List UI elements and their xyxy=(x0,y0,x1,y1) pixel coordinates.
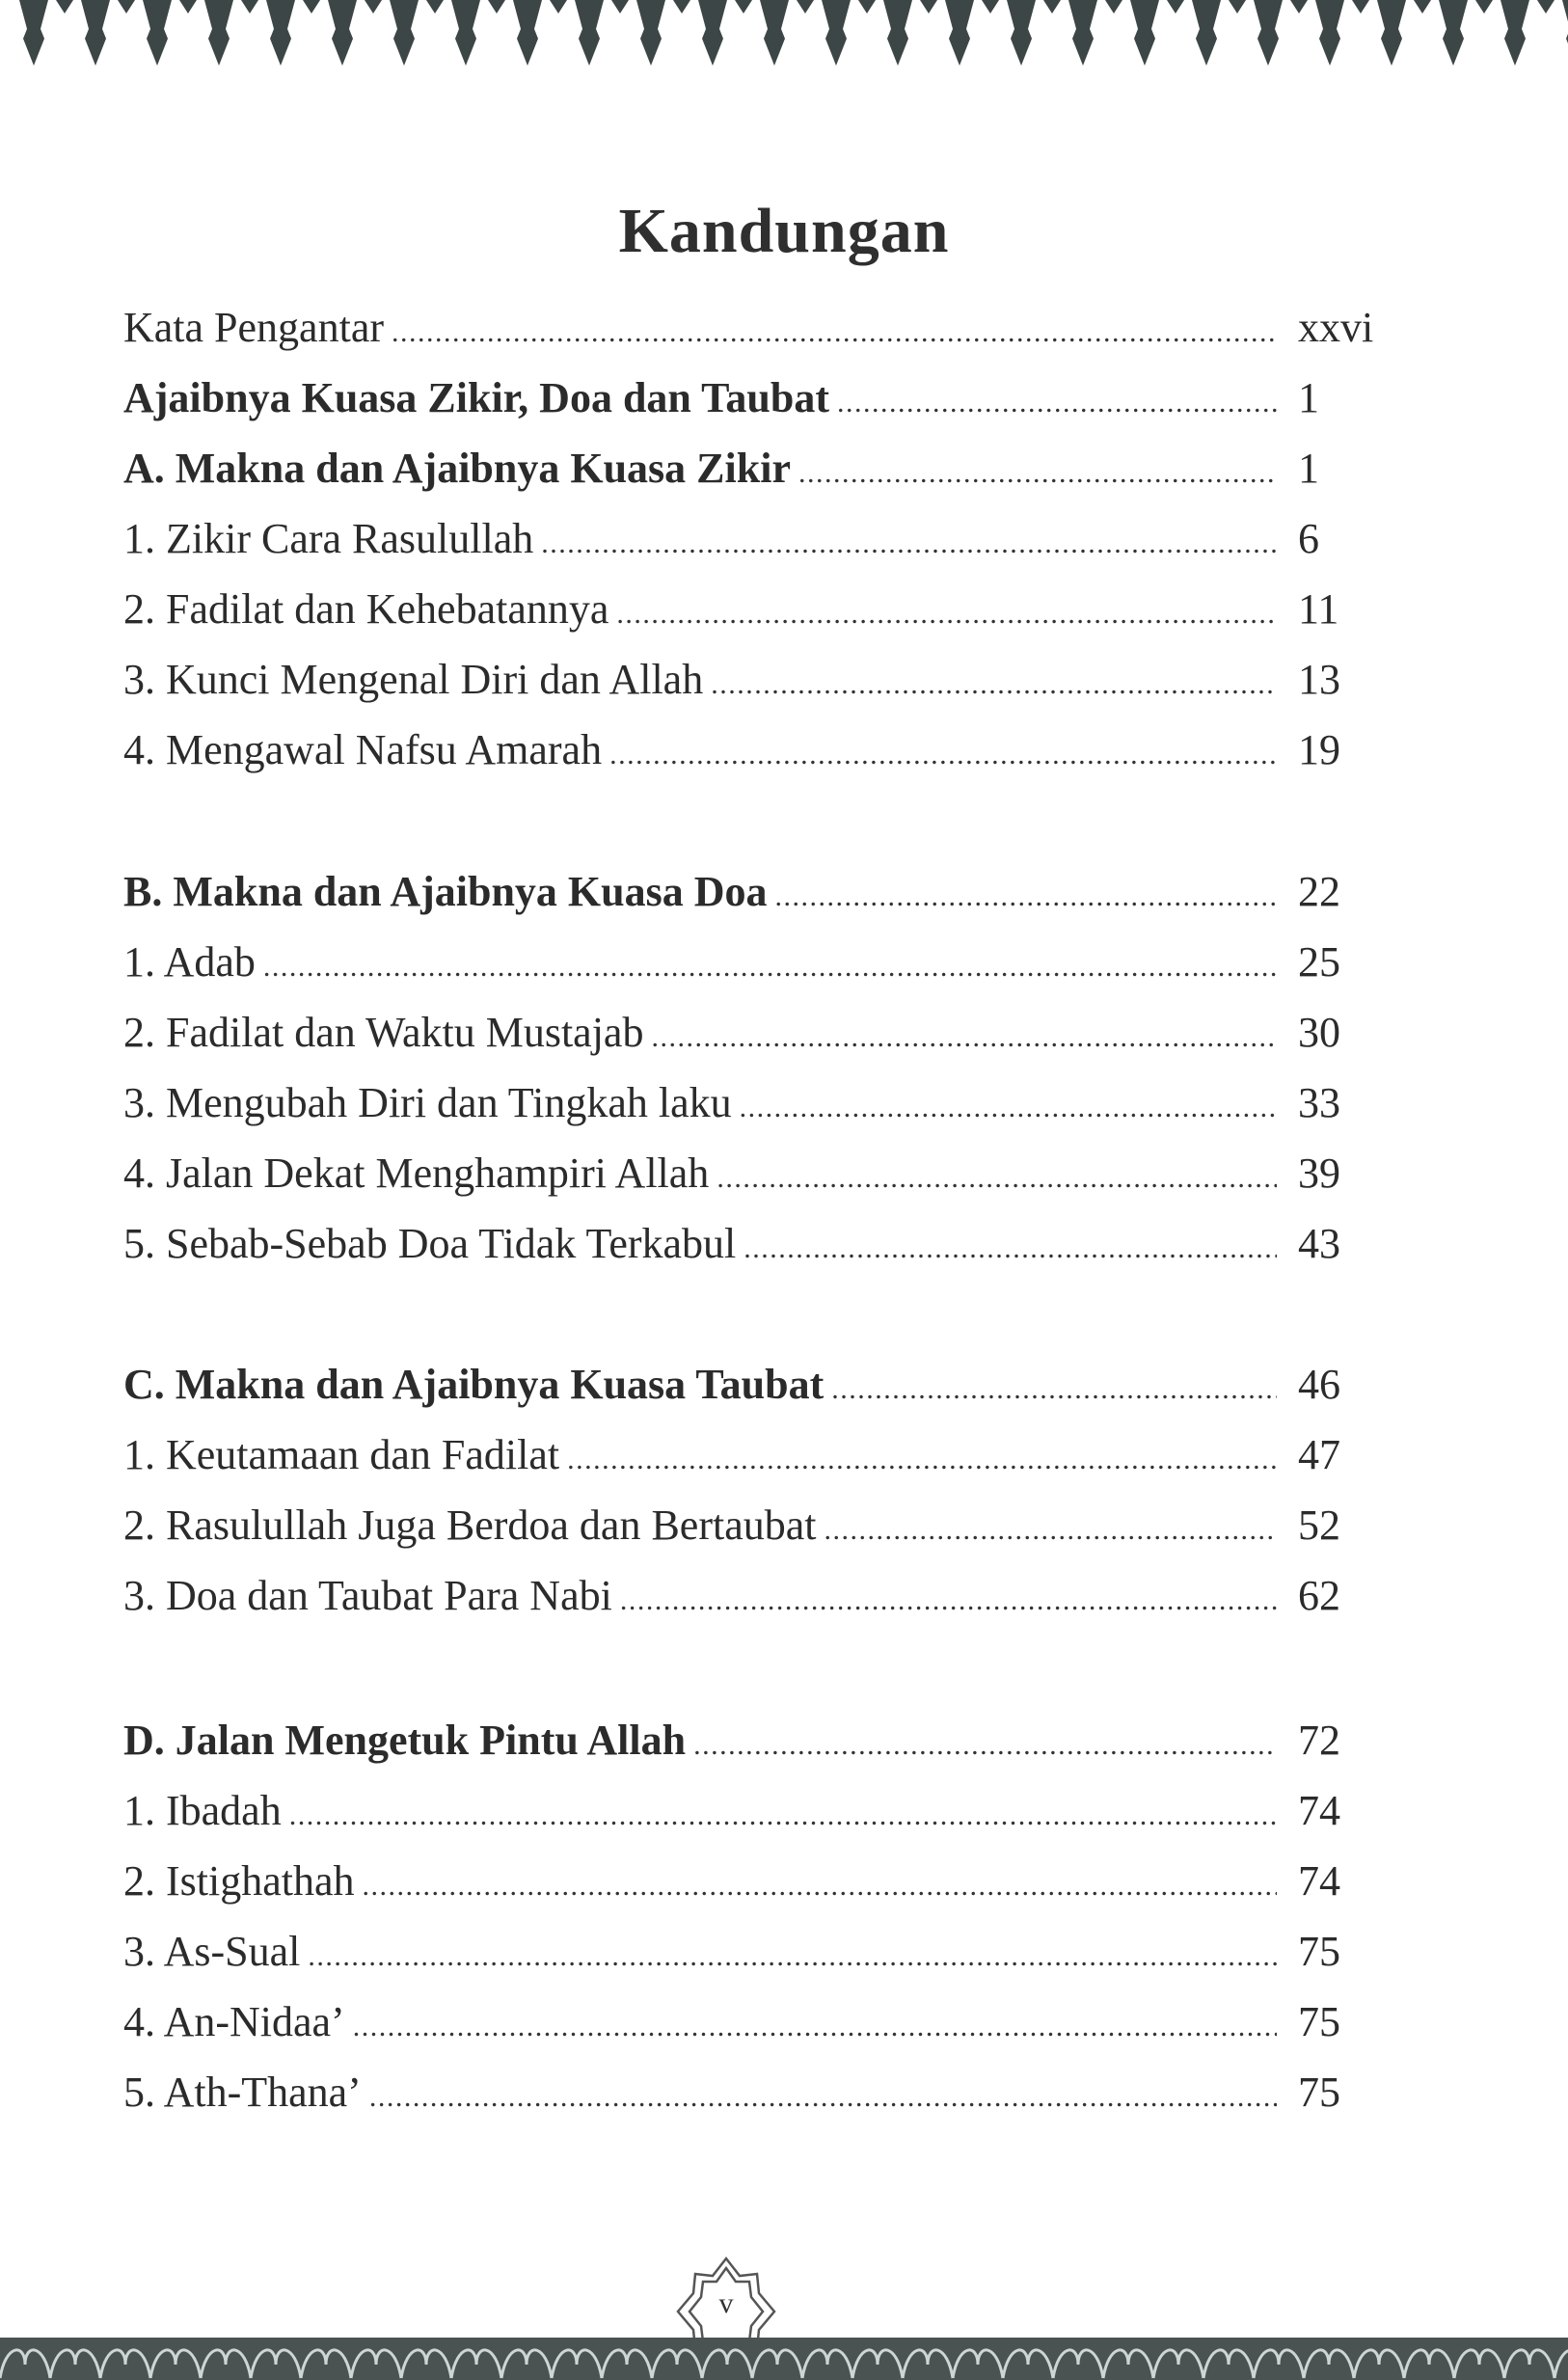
dot-leader xyxy=(263,938,1277,996)
toc-page-number: 52 xyxy=(1298,1501,1340,1549)
toc-entry-label: 5. Sebab-Sebab Doa Tidak Terkabul xyxy=(123,1220,737,1267)
toc-entry-label: 2. Fadilat dan Waktu Mustajab xyxy=(123,1009,644,1056)
toc-entry-row xyxy=(123,1074,1385,1132)
toc-entry-row xyxy=(123,510,1385,568)
toc-entry-row xyxy=(123,2064,1385,2122)
top-ornament-border xyxy=(0,0,1568,68)
toc-entry-label: 1. Adab xyxy=(123,938,256,986)
toc-page-number: 1 xyxy=(1298,445,1319,492)
toc-page-number: 62 xyxy=(1298,1572,1340,1619)
toc-heading-row xyxy=(123,1356,1385,1414)
toc-page-number: 6 xyxy=(1298,515,1319,562)
toc-entry-row xyxy=(123,1567,1385,1625)
toc-entry-label: 2. Istighathah xyxy=(123,1857,355,1905)
toc-page-number: 46 xyxy=(1298,1361,1340,1408)
toc-entry-row xyxy=(123,1923,1385,1981)
toc-entry-label: 4. An-Nidaa’ xyxy=(123,1998,345,2045)
toc-entry-row xyxy=(123,1853,1385,1910)
dot-leader xyxy=(620,1572,1277,1630)
toc-page-number: 74 xyxy=(1298,1857,1340,1905)
dot-leader xyxy=(353,1998,1277,2056)
toc-page-number: 75 xyxy=(1298,1998,1340,2045)
toc-entry-row xyxy=(123,1426,1385,1484)
toc-entry-label: 4. Mengawal Nafsu Amarah xyxy=(123,726,603,773)
toc-entry-row xyxy=(123,1145,1385,1203)
dot-leader xyxy=(740,1079,1277,1137)
toc-entry-label: 1. Zikir Cara Rasulullah xyxy=(123,515,534,562)
toc-page-number: 19 xyxy=(1298,726,1340,773)
toc-entry-row xyxy=(123,1782,1385,1840)
dot-leader xyxy=(541,515,1277,573)
toc-page-number: xxvi xyxy=(1298,304,1374,351)
toc-page-number: 75 xyxy=(1298,2069,1340,2116)
toc-entry-row xyxy=(123,1004,1385,1062)
toc-entry-label: 3. Doa dan Taubat Para Nabi xyxy=(123,1572,612,1619)
dot-leader xyxy=(651,1009,1277,1067)
toc-page-number: 72 xyxy=(1298,1717,1340,1764)
dot-leader xyxy=(716,1149,1277,1207)
toc-entry-label: 1. Ibadah xyxy=(123,1787,282,1834)
toc-entry-label: 4. Jalan Dekat Menghampiri Allah xyxy=(123,1149,710,1197)
toc-heading-row xyxy=(123,863,1385,921)
toc-heading-row xyxy=(123,440,1385,498)
toc-entry-label: Kata Pengantar xyxy=(123,304,384,351)
toc-entry-row xyxy=(123,299,1385,357)
dot-leader xyxy=(289,1787,1277,1845)
toc-page-number: 74 xyxy=(1298,1787,1340,1834)
dot-leader xyxy=(567,1431,1277,1489)
toc-entry-label: 5. Ath-Thana’ xyxy=(123,2069,362,2116)
dot-leader xyxy=(831,1361,1277,1419)
toc-entry-label: 2. Rasulullah Juga Berdoa dan Bertaubat xyxy=(123,1501,817,1549)
dot-leader xyxy=(798,445,1277,502)
page-title: Kandungan xyxy=(618,196,950,267)
toc-page-number: 75 xyxy=(1298,1928,1340,1975)
toc-entry-label: 2. Fadilat dan Kehebatannya xyxy=(123,585,609,633)
toc-entry-label: Ajaibnya Kuasa Zikir, Doa dan Taubat xyxy=(123,374,829,421)
toc-entry-label: D. Jalan Mengetuk Pintu Allah xyxy=(123,1717,687,1764)
toc-entry-row xyxy=(123,651,1385,709)
dot-leader xyxy=(392,304,1277,362)
toc-page-number: 25 xyxy=(1298,938,1340,986)
toc-heading-row xyxy=(123,369,1385,427)
toc-entry-label: 3. Kunci Mengenal Diri dan Allah xyxy=(123,656,704,703)
page-number: v xyxy=(718,2287,734,2319)
toc-entry-row xyxy=(123,1993,1385,2051)
dot-leader xyxy=(743,1220,1277,1278)
toc-entry-label: 1. Keutamaan dan Fadilat xyxy=(123,1431,560,1478)
dot-leader xyxy=(363,1857,1277,1915)
dot-leader xyxy=(775,868,1277,926)
dot-leader xyxy=(609,726,1277,784)
dot-leader xyxy=(308,1928,1277,1986)
bottom-ornament-border xyxy=(0,2330,1568,2380)
dot-leader xyxy=(369,2069,1277,2126)
toc-page-number: 13 xyxy=(1298,656,1340,703)
toc-page-number: 47 xyxy=(1298,1431,1340,1478)
toc-entry-row xyxy=(123,581,1385,638)
toc-page-number: 22 xyxy=(1298,868,1340,915)
toc-page-number: 11 xyxy=(1298,585,1339,633)
toc-page-number: 39 xyxy=(1298,1149,1340,1197)
toc-entry-label: 3. As-Sual xyxy=(123,1928,301,1975)
toc-entry-row xyxy=(123,1215,1385,1273)
toc-entry-row xyxy=(123,721,1385,779)
toc-entry-label: A. Makna dan Ajaibnya Kuasa Zikir xyxy=(123,445,791,492)
dot-leader xyxy=(616,585,1277,643)
toc-entry-label: B. Makna dan Ajaibnya Kuasa Doa xyxy=(123,868,768,915)
dot-leader xyxy=(824,1501,1277,1559)
toc-page-number: 30 xyxy=(1298,1009,1340,1056)
dot-leader xyxy=(711,656,1277,714)
toc-entry-label: C. Makna dan Ajaibnya Kuasa Taubat xyxy=(123,1361,825,1408)
toc-page-number: 33 xyxy=(1298,1079,1340,1126)
toc-heading-row xyxy=(123,1712,1385,1770)
toc-page-number: 43 xyxy=(1298,1220,1340,1267)
dot-leader xyxy=(693,1717,1277,1774)
toc-entry-row xyxy=(123,933,1385,991)
dot-leader xyxy=(837,374,1277,432)
toc-entry-row xyxy=(123,1497,1385,1555)
toc-page-number: 1 xyxy=(1298,374,1319,421)
toc-entry-label: 3. Mengubah Diri dan Tingkah laku xyxy=(123,1079,732,1126)
